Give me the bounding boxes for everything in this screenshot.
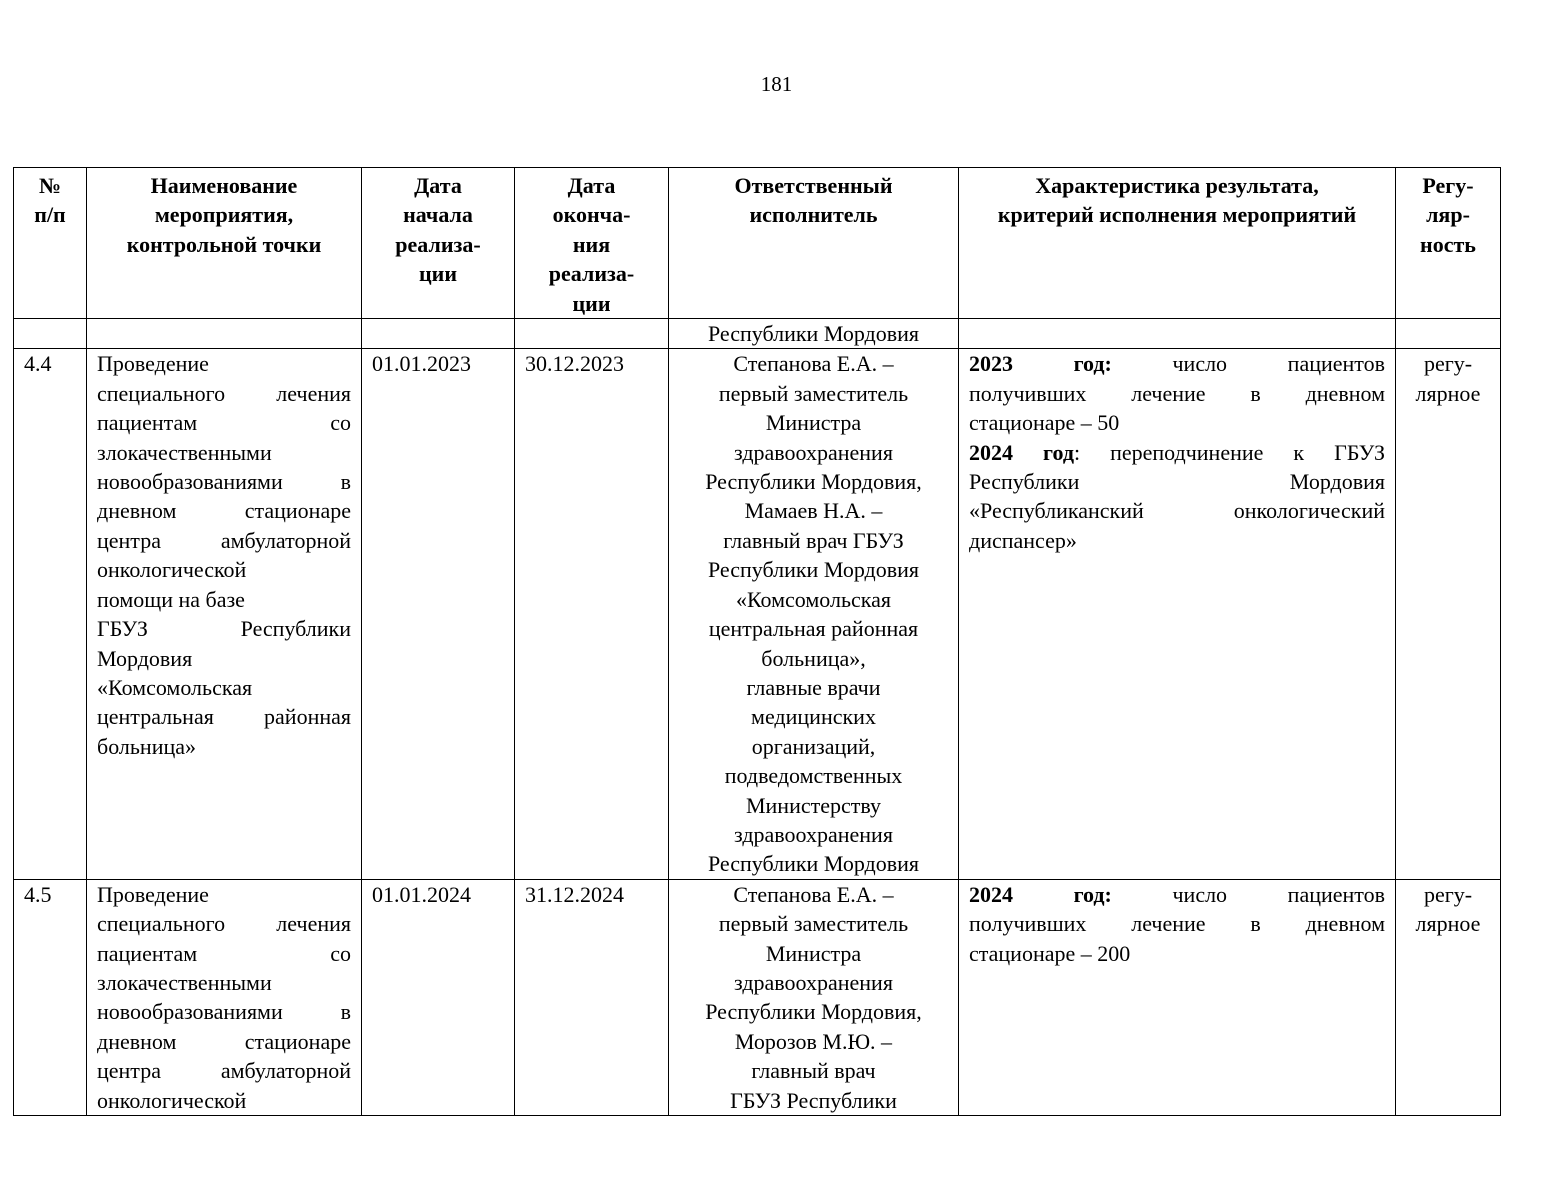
column-header-start-date: Дата начала реализа- ции [362,168,515,319]
activity-name-line: злокачественными [97,969,272,995]
activity-name [87,879,362,1115]
end-date: 30.12.2023 [515,349,669,879]
activity-name [87,349,362,879]
activity-name-line: Проведение [97,881,209,907]
activity-name-line: Мордовия [97,645,193,671]
page-number: 181 [760,72,793,96]
end-date: 31.12.2024 [515,879,669,1115]
result-characteristic [959,879,1396,1115]
regularity: регу- лярное [1396,879,1501,1115]
column-header-result: Характеристика результата, критерий исполнения мероприятий [959,168,1396,319]
activity-name-line: помощи на базе [97,586,245,612]
column-header-number: № п/п [14,168,87,319]
result-line [969,909,1385,938]
continuation-name-cell [87,319,362,349]
result-text: : переподчинение к ГБУЗ [1073,439,1385,465]
result-characteristic [959,349,1396,879]
result-year-label: 2023 год: [969,351,1112,377]
result-year-label: 2024 год [969,439,1074,465]
row-number: 4.4 [14,349,87,879]
result-text: стационаре – 200 [969,940,1131,966]
continuation-number-cell [14,319,87,349]
result-text: получивших лечение в дневном [969,380,1385,406]
result-year-label: 2024 год: [969,881,1112,907]
result-text: стационаре – 50 [969,410,1120,436]
activity-name-line: дневном стационаре [97,498,351,524]
result-line [969,379,1385,408]
activity-name-line: пациентам со [97,940,351,966]
activity-name-line: специального лечения [97,911,351,937]
result-line [969,438,1385,467]
continuation-executor-cell: Республики Мордовия [669,319,959,349]
continuation-regularity-cell [1396,319,1501,349]
table-row [14,349,1501,879]
activity-name-line: специального лечения [97,380,351,406]
activity-name-line: «Комсомольская [97,674,253,700]
responsible-executor: Степанова Е.А. – первый заместитель Министра здравоохранения Республики Мордовия, Морозов М.Ю. – главный врач ГБУЗ Республики [669,879,959,1115]
activity-name-line: центра амбулаторной [97,1058,351,1084]
column-header-end-date: Дата оконча- ния реализа- ции [515,168,669,319]
continuation-end-cell [515,319,669,349]
table-row [14,879,1501,1115]
column-header-name: Наименование мероприятия, контрольной точки [87,168,362,319]
activity-name-line: пациентам со [97,410,351,436]
result-line [969,496,1385,525]
result-text: «Республиканский онкологический [969,498,1385,524]
responsible-executor: Степанова Е.А. – первый заместитель Министра здравоохранения Республики Мордовия, Мамаев Н.А. – главный врач ГБУЗ Республики Мордовия «Комсомольская центральная районная больница», главные врачи медицинских организаций, подведомственных Министерству здравоохранения Республики Мордовия [669,349,959,879]
continuation-start-cell [362,319,515,349]
activity-name-line: новообразованиями в [97,469,351,495]
result-line [969,467,1385,496]
result-text: число пациентов [1111,351,1385,377]
activity-name-line: Проведение [97,351,209,377]
result-line [969,349,1385,378]
table-header-row [14,168,1501,319]
activity-name-line: онкологической [97,557,247,583]
activity-name-line: злокачественными [97,439,272,465]
start-date: 01.01.2024 [362,879,515,1115]
continuation-result-cell [959,319,1396,349]
row-number: 4.5 [14,879,87,1115]
activity-name-line: онкологической [97,1087,247,1113]
activity-name-line: ГБУЗ Республики [97,616,351,642]
activities-table [13,167,1501,1116]
result-line [969,408,1385,437]
activity-name-line: центральная районная [97,704,351,730]
result-line [969,939,1385,968]
activity-name-line: новообразованиями в [97,999,351,1025]
activity-name-line: центра амбулаторной [97,527,351,553]
result-text: получивших лечение в дневном [969,911,1385,937]
result-text: число пациентов [1111,881,1385,907]
continuation-row [14,319,1501,349]
regularity: регу- лярное [1396,349,1501,879]
result-text: Республики Мордовия [969,469,1385,495]
result-line [969,880,1385,909]
result-text: диспансер» [969,527,1077,553]
column-header-regularity: Регу- ляр- ность [1396,168,1501,319]
activity-name-line: дневном стационаре [97,1028,351,1054]
result-line [969,526,1385,555]
start-date: 01.01.2023 [362,349,515,879]
column-header-executor: Ответственный исполнитель [669,168,959,319]
activity-name-line: больница» [97,733,196,759]
